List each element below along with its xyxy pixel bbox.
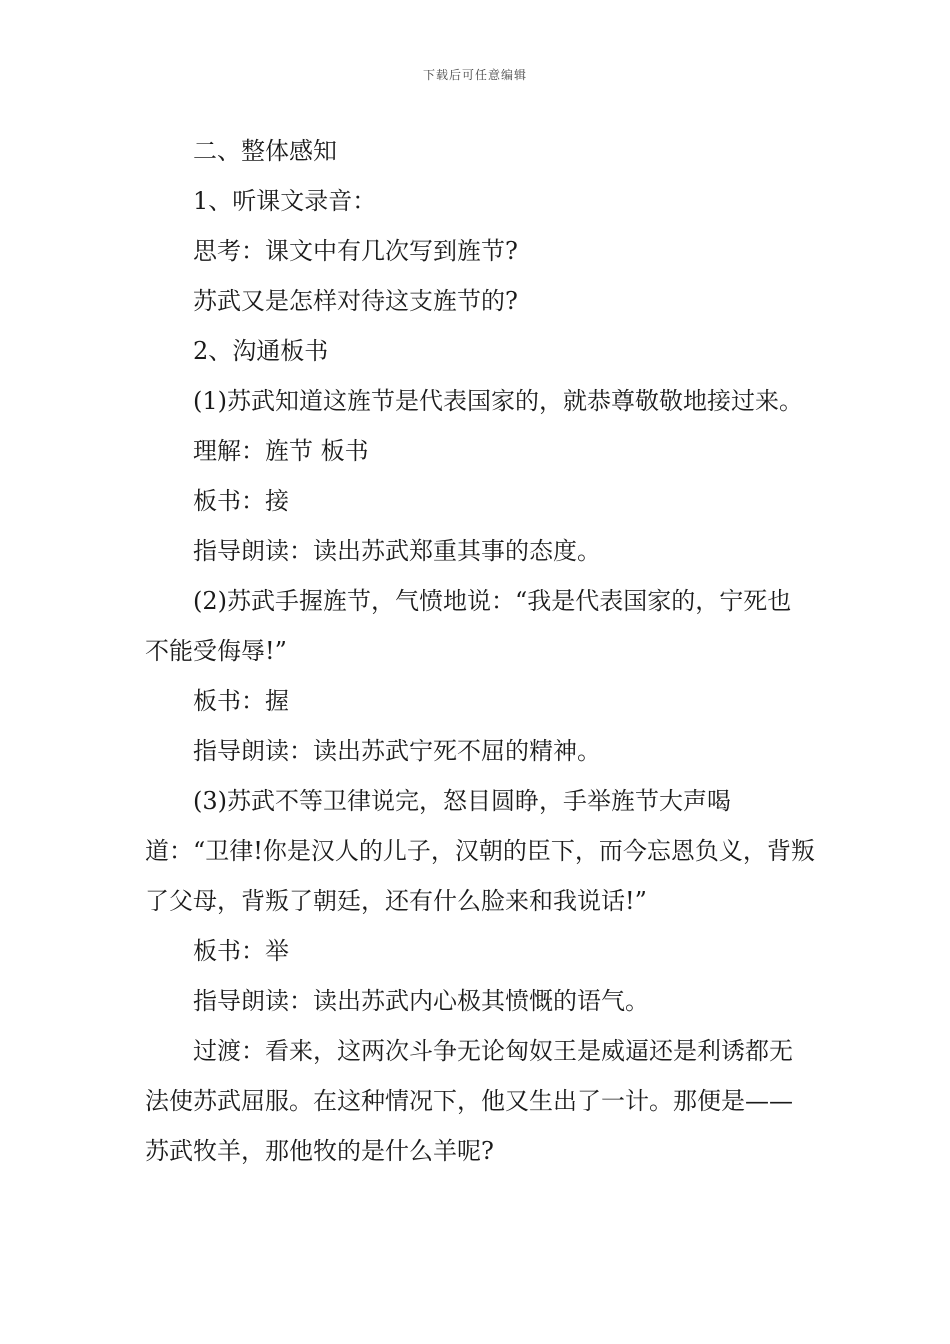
paragraph: 理解：旌节 板书: [193, 437, 369, 465]
paragraph: (3)苏武不等卫律说完，怒目圆睁，手举旌节大声喝道：“卫律!你是汉人的儿子，汉朝的臣下，而今忘恩负义，背叛了父母，背叛了朝廷，还有什么脸来和我说话!”: [145, 787, 815, 915]
paragraph: 指导朗读：读出苏武内心极其愤慨的语气。: [193, 987, 649, 1015]
paragraph: 思考：课文中有几次写到旌节?: [193, 237, 518, 265]
paragraph: (2)苏武手握旌节，气愤地说：“我是代表国家的，宁死也不能受侮辱!”: [145, 587, 792, 665]
paragraph: 1、听课文录音：: [193, 187, 377, 215]
paragraph: 2、沟通板书: [193, 337, 329, 365]
paragraph: 指导朗读：读出苏武宁死不屈的精神。: [193, 737, 601, 765]
paragraph: 过渡：看来，这两次斗争无论匈奴王是威逼还是利诱都无法使苏武屈服。在这种情况下，他又生出了一计。那便是——苏武牧羊，那他牧的是什么羊呢?: [145, 1037, 793, 1165]
paragraph: 板书：接: [193, 487, 289, 515]
document-body: [145, 126, 815, 1176]
paragraph: 板书：握: [193, 687, 289, 715]
paragraph: 板书：举: [193, 937, 289, 965]
paragraph: (1)苏武知道这旌节是代表国家的，就恭尊敬敬地接过来。: [193, 387, 803, 415]
paragraph: 指导朗读：读出苏武郑重其事的态度。: [193, 537, 601, 565]
section-heading: 二、整体感知: [193, 137, 337, 165]
paragraph: 苏武又是怎样对待这支旌节的?: [193, 287, 518, 315]
page-header: 下载后可任意编辑: [422, 68, 527, 82]
